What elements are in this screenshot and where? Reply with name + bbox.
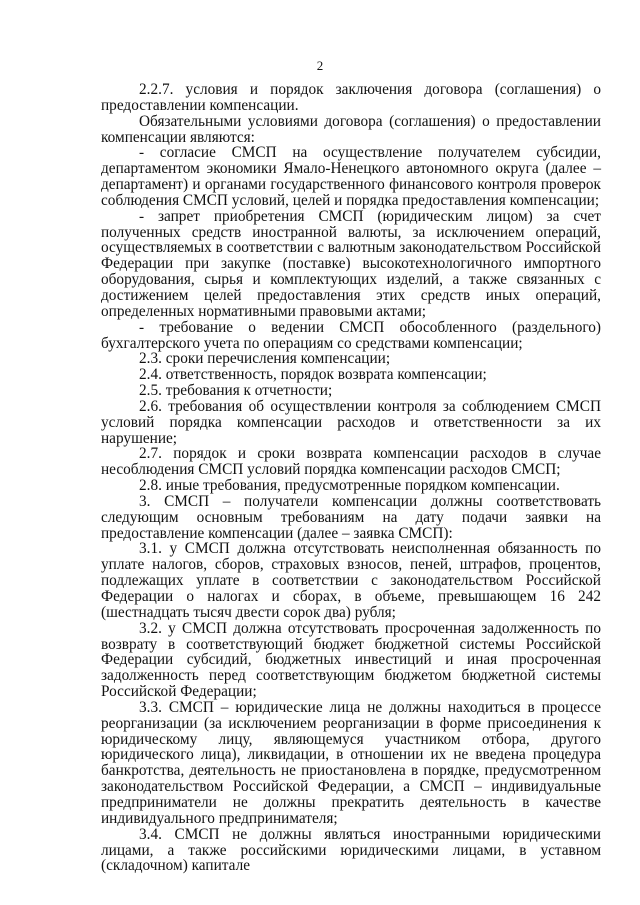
paragraph-mandatory-conditions: Обязательными условиями договора (соглашения) о предоставлении компенсации являются: [101,112,601,146]
paragraph-2-8: 2.8. иные требования, предусмотренные порядком компенсации. [139,477,560,495]
page-number: 2 [316,58,324,73]
paragraph-2-3: 2.3. сроки перечисления компенсации; [139,350,391,368]
paragraph-2-6: 2.6. требования об осуществлении контроля за соблюдением СМСП условий порядка компенсации расходов и ответственности за их нарушение; [101,397,601,447]
paragraph-2-5: 2.5. требования к отчетности; [139,382,333,400]
paragraph-2-2-7: 2.2.7. условия и порядок заключения договора (соглашения) о предоставлении компенсации. [101,81,601,114]
document-body [101,82,601,874]
paragraph-currency-ban: - запрет приобретения СМСП (юридическим лицом) за счет полученных средств иностранной валюты, за исключением операций, осуществляемых в соответствии с валютным законодательством Российской Федерации при закупке (поставке) высокотехнологичного импортного оборудования, сырья и комплектующих изделий, а также связанных с достижением целей предоставления этих средств иных операций, определенных нормативными правовыми актами; [101,207,601,320]
paragraph-separate-accounting: - требование о ведении СМСП обособленного (раздельного) бухгалтерского учета по операциям со средствами компенсации; [101,318,601,352]
paragraph-2-4: 2.4. ответственность, порядок возврата компенсации; [139,366,487,384]
paragraph-consent-inspections: - согласие СМСП на осуществление получателем субсидии, департаментом экономики Ямало-Ненецкого автономного округа (далее – департамент) и органами государственного финансового контроля проверок соблюдения СМСП условий, целей и порядка предоставления компенсации; [101,144,601,209]
paragraph-2-7: 2.7. порядок и сроки возврата компенсации расходов в случае несоблюдения СМСП условий порядка компенсации расходов СМСП; [101,445,601,479]
paragraph-3-2: 3.2. у СМСП должна отсутствовать просроченная задолженность по возврату в соответствующий бюджет бюджетной системы Российской Федерации субсидий, бюджетных инвестиций и иная просроченная задолженность перед соответствующим бюджетом бюджетной системы Российской Федерации; [101,619,601,701]
paragraph-3: 3. СМСП – получатели компенсации должны соответствовать следующим основным требованиям на дату подачи заявки на предоставление компенсации (далее – заявка СМСП): [101,492,601,542]
paragraph-3-3: 3.3. СМСП – юридические лица не должны находиться в процессе реорганизации (за исключением реорганизации в форме присоединения к юридическому лицу, являющемуся участником отбора, другого юридического лица), ликвидации, в отношении их не введена процедура банкротства, деятельность не приостановлена в порядке, предусмотренном законодательством Российской Федерации, а СМСП – индивидуальные предприниматели не должны прекратить деятельность в качестве индивидуального предпринимателя; [101,698,601,827]
paragraph-3-4: 3.4. СМСП не должны являться иностранными юридическими лицами, а также российскими юридическими лицами, в уставном (складочном) капитале [101,825,601,875]
paragraph-3-1: 3.1. у СМСП должна отсутствовать неисполненная обязанность по уплате налогов, сборов, страховых взносов, пеней, штрафов, процентов, подлежащих уплате в соответствии с законодательством Российской Федерации о налогах и сборах, в объеме, превышающем 16 242 (шестнадцать тысяч двести сорок два) рубля; [101,540,601,621]
